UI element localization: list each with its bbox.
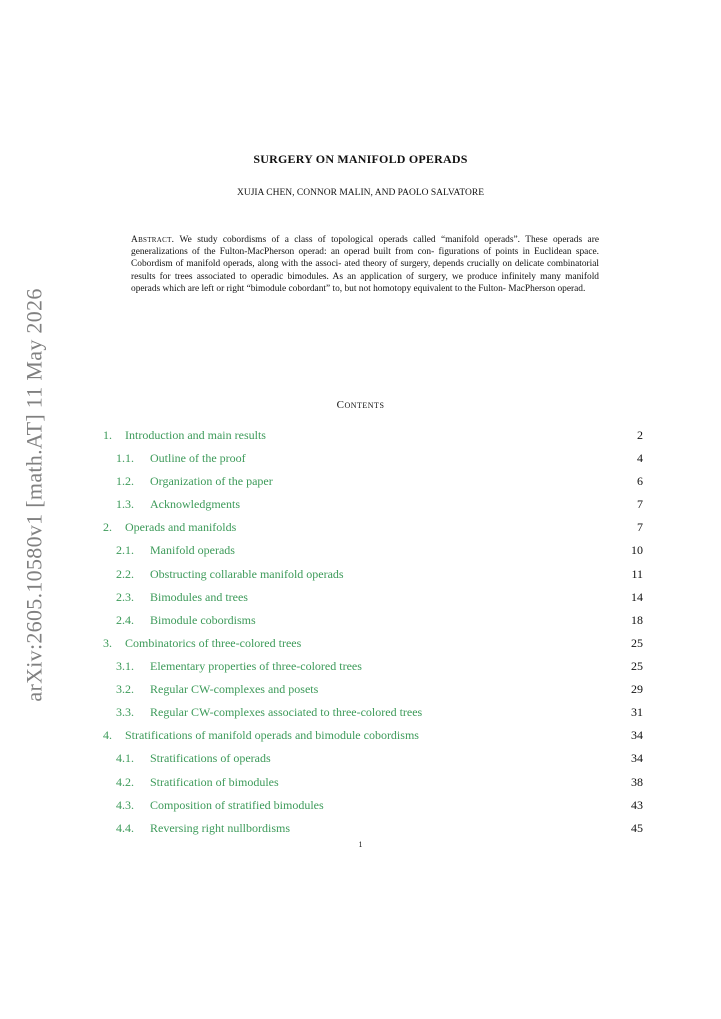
- toc-page: 31: [631, 705, 643, 719]
- toc-entry[interactable]: [0, 590, 721, 608]
- toc-entry[interactable]: [0, 705, 721, 723]
- toc-entry[interactable]: [0, 428, 721, 446]
- toc-number: 1.1.: [116, 451, 134, 465]
- toc-number: 1.: [103, 428, 112, 442]
- abstract-line: operadic bimodules. As an application of surgery, we produce infinitely many manifold operads: [131, 271, 599, 294]
- toc-page: 25: [631, 636, 643, 650]
- toc-title-link[interactable]: Acknowledgments: [150, 497, 240, 511]
- toc-title-link[interactable]: Elementary properties of three-colored trees: [150, 659, 362, 673]
- toc-page: 34: [631, 728, 643, 742]
- toc-page: 34: [631, 751, 643, 765]
- toc-page: 4: [637, 451, 643, 465]
- toc-title-link[interactable]: Stratification of bimodules: [150, 775, 279, 789]
- toc-entry[interactable]: [0, 543, 721, 561]
- toc-number: 1.3.: [116, 497, 134, 511]
- toc-title-link[interactable]: Reversing right nullbordisms: [150, 821, 290, 835]
- toc-entry[interactable]: [0, 682, 721, 700]
- toc-number: 4.3.: [116, 798, 134, 812]
- toc-entry[interactable]: [0, 613, 721, 631]
- contents-heading: Contents: [336, 399, 385, 411]
- toc-page: 29: [631, 682, 643, 696]
- toc-title-link[interactable]: Bimodules and trees: [150, 590, 248, 604]
- toc-entry[interactable]: [0, 520, 721, 538]
- toc-number: 3.3.: [116, 705, 134, 719]
- abstract-line: MacPherson operad.: [508, 283, 586, 294]
- toc-title-link[interactable]: Introduction and main results: [125, 428, 266, 442]
- abstract-line: figurations of points in Euclidean space. Cobordism of manifold operads, along with the associ-: [131, 247, 599, 270]
- toc-number: 3.2.: [116, 682, 134, 696]
- toc-entry[interactable]: [0, 451, 721, 469]
- toc-title-link[interactable]: Combinatorics of three-colored trees: [125, 636, 302, 650]
- toc-number: 2.1.: [116, 543, 134, 557]
- abstract-line: These operads are generalizations of the Fulton-MacPherson operad: an operad built from con-: [131, 235, 599, 258]
- toc-page: 7: [637, 497, 643, 511]
- toc-number: 2.4.: [116, 613, 134, 627]
- toc-title-link[interactable]: Obstructing collarable manifold operads: [150, 567, 344, 581]
- toc-title-link[interactable]: Outline of the proof: [150, 451, 246, 465]
- arxiv-identifier: arXiv:2605.10580v1 [math.AT] 11 May 2026: [22, 288, 47, 702]
- toc-page: 6: [637, 474, 643, 488]
- toc-title-link[interactable]: Organization of the paper: [150, 474, 273, 488]
- toc-number: 2.2.: [116, 567, 134, 581]
- toc-number: 2.3.: [116, 590, 134, 604]
- toc-number: 3.: [103, 636, 112, 650]
- toc-title-link[interactable]: Operads and manifolds: [125, 520, 237, 534]
- toc-entry[interactable]: [0, 474, 721, 492]
- toc-title-link[interactable]: Stratifications of manifold operads and bimodule cobordisms: [125, 728, 419, 742]
- toc-entry[interactable]: [0, 636, 721, 654]
- toc-title-link[interactable]: Bimodule cobordisms: [150, 613, 256, 627]
- paper-title: SURGERY ON MANIFOLD OPERADS: [253, 152, 468, 166]
- abstract: [131, 234, 599, 295]
- toc-number: 4.4.: [116, 821, 134, 835]
- toc-title-link[interactable]: Regular CW-complexes and posets: [150, 682, 319, 696]
- toc-entry[interactable]: [0, 775, 721, 793]
- toc-page: 7: [637, 520, 643, 534]
- toc-page: 2: [637, 428, 643, 442]
- toc-page: 25: [631, 659, 643, 673]
- abstract-line: ated theory of surgery, depends crucially on delicate combinatorial results for trees associated to: [131, 259, 600, 282]
- toc-page: 11: [631, 567, 643, 581]
- toc-title-link[interactable]: Composition of stratified bimodules: [150, 798, 324, 812]
- toc-number: 3.1.: [116, 659, 134, 673]
- abstract-label: Abstract.: [131, 235, 175, 245]
- toc-title-link[interactable]: Stratifications of operads: [150, 751, 271, 765]
- abstract-line: We study cobordisms of a class of topological operads called “manifold operads”.: [179, 235, 520, 245]
- toc-page: 10: [631, 543, 643, 557]
- toc-number: 4.2.: [116, 775, 134, 789]
- paper-authors: XUJIA CHEN, CONNOR MALIN, AND PAOLO SALVATORE: [236, 188, 485, 198]
- toc-entry[interactable]: [0, 821, 721, 839]
- toc-entry[interactable]: [0, 751, 721, 769]
- toc-entry[interactable]: [0, 567, 721, 585]
- toc-entry[interactable]: [0, 659, 721, 677]
- toc-number: 2.: [103, 520, 112, 534]
- toc-number: 4.1.: [116, 751, 134, 765]
- toc-title-link[interactable]: Regular CW-complexes associated to three-colored trees: [150, 705, 423, 719]
- toc-title-link[interactable]: Manifold operads: [150, 543, 235, 557]
- toc-page: 18: [631, 613, 643, 627]
- toc-number: 4.: [103, 728, 112, 742]
- page-number: 1: [358, 840, 363, 849]
- toc-page: 38: [631, 775, 643, 789]
- abstract-line: which are left or right “bimodule cobordant” to, but not homotopy equivalent to the Fulton-: [162, 283, 506, 294]
- toc-page: 14: [631, 590, 643, 604]
- toc-number: 1.2.: [116, 474, 134, 488]
- toc-page: 45: [631, 821, 643, 835]
- toc-entry[interactable]: [0, 728, 721, 746]
- toc-entry[interactable]: [0, 798, 721, 816]
- toc-page: 43: [631, 798, 643, 812]
- toc-entry[interactable]: [0, 497, 721, 515]
